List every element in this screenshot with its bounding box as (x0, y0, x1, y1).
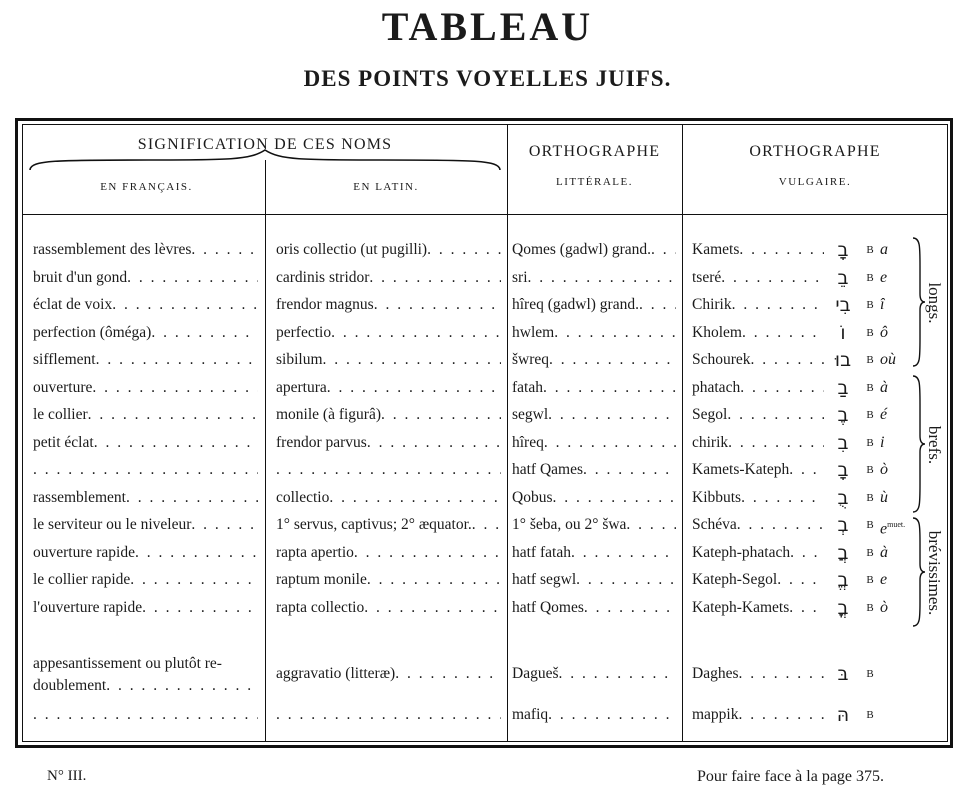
mafiq-la-empty (276, 701, 501, 729)
french-meaning: rassemblement . . . (33, 484, 258, 512)
latin-letter-b: B (866, 574, 874, 586)
french-meaning: petit éclat . . . (33, 429, 258, 457)
table-row (0, 594, 975, 622)
table-row (0, 429, 975, 457)
dagues-vulgaire: Daghes . . . (692, 660, 824, 688)
latin-meaning (276, 456, 501, 484)
table-row (0, 566, 975, 594)
latin-meaning: apertura . . . (276, 374, 501, 402)
header-orthographe-litterale: ORTHOGRAPHE (528, 143, 661, 160)
dagues-fr-line1: appesantissement ou plutôt re- (33, 655, 222, 672)
hebrew-vowel-glyph: בוּ (834, 349, 852, 371)
french-meaning: perfection (ôméga) . . . (33, 319, 258, 347)
literal-spelling: 1° šeba, ou 2° šwa . . . (512, 511, 676, 539)
mafiq-letter: B (866, 709, 874, 721)
roman-vowel: ò (880, 461, 888, 478)
vulgar-spelling: Kateph-Segol . . . (692, 566, 824, 594)
latin-letter-b: B (866, 299, 874, 311)
french-meaning: sifflement . . . (33, 346, 258, 374)
latin-meaning: rapta apertio . . . (276, 539, 501, 567)
latin-meaning: cardinis stridor . . . (276, 264, 501, 292)
hebrew-vowel-glyph: בֲ (837, 542, 849, 564)
latin-meaning: 1° servus, captivus; 2° æquator. . . . (276, 511, 501, 539)
french-meaning: ouverture . . . (33, 374, 258, 402)
header-francais: EN FRANÇAIS. (100, 181, 193, 193)
latin-letter-b: B (866, 464, 874, 476)
hebrew-vowel-glyph: בָ (837, 239, 849, 261)
french-meaning: rassemblement des lèvres . . . (33, 236, 258, 264)
latin-meaning: frendor parvus . . . (276, 429, 501, 457)
french-meaning: le collier rapide . . . (33, 566, 258, 594)
table-row (0, 484, 975, 512)
table-row (0, 236, 975, 264)
header-latin: EN LATIN. (353, 181, 419, 193)
dagues-fr-line2: doublement . . . (33, 672, 258, 700)
french-meaning: le collier . . . (33, 401, 258, 429)
latin-meaning: collectio . . . (276, 484, 501, 512)
hebrew-vowel-glyph: בָ (837, 459, 849, 481)
literal-spelling: hatf Qomes . . . (512, 594, 676, 622)
latin-letter-b: B (866, 602, 874, 614)
table-row (0, 291, 975, 319)
latin-letter-b: B (866, 327, 874, 339)
dagues-letter: B (866, 668, 874, 680)
roman-vowel: ô (880, 324, 888, 341)
roman-vowel: ò (880, 599, 888, 616)
vulgar-spelling: chirik . . . (692, 429, 824, 457)
latin-meaning: frendor magnus . . . (276, 291, 501, 319)
literal-spelling: hîreq (gadwl) grand. . . . (512, 291, 676, 319)
mafiq-fr-empty (33, 701, 258, 729)
vulgar-spelling: Kholem . . . (692, 319, 824, 347)
vulgar-spelling: tseré . . . (692, 264, 824, 292)
literal-spelling: hatf Qames . . . (512, 456, 676, 484)
dagues-la: aggravatio (litteræ) . . . (276, 660, 501, 688)
page-reference: Pour faire face à la page 375. (697, 768, 885, 785)
literal-spelling: Qomes (gadwl) grand. . . . (512, 236, 676, 264)
header-litterale: LITTÉRALE. (555, 176, 633, 188)
roman-vowel: $e^{muet.}$ (880, 520, 906, 538)
literal-spelling: hwlem . . . (512, 319, 676, 347)
literal-spelling: hîreq . . . (512, 429, 676, 457)
latin-letter-b: B (866, 519, 874, 531)
french-meaning: l'ouverture rapide . . . (33, 594, 258, 622)
latin-meaning: monile (à figurâ) . . . (276, 401, 501, 429)
dagues-litterale: Dagueš . . . (512, 660, 676, 688)
table-row (0, 539, 975, 567)
table-row (0, 264, 975, 292)
hebrew-vowel-glyph: בִ (837, 432, 849, 454)
header-signification: SIGNIFICATION DE CES NOMS (137, 136, 393, 153)
latin-meaning: perfectio . . . (276, 319, 501, 347)
french-meaning: ouverture rapide . . . (33, 539, 258, 567)
page-title: TABLEAU (381, 4, 594, 49)
latin-letter-b: B (866, 437, 874, 449)
table-row (0, 374, 975, 402)
mafiq-hebrew: הּ (836, 704, 850, 726)
latin-letter-b: B (866, 244, 874, 256)
roman-vowel: i (880, 434, 885, 451)
literal-spelling: hatf fatah . . . (512, 539, 676, 567)
plate-number: N° III. (47, 768, 87, 784)
french-meaning: éclat de voix . . . (33, 291, 258, 319)
superscript-note: muet. (887, 520, 906, 529)
literal-spelling: segwl . . . (512, 401, 676, 429)
french-meaning: bruit d'un gond . . . (33, 264, 258, 292)
table-row (0, 511, 975, 539)
table-row (0, 346, 975, 374)
vulgar-spelling: Kibbuts . . . (692, 484, 824, 512)
group-label-brevissimes: brévissimes. (925, 530, 944, 616)
table-row (0, 319, 975, 347)
latin-meaning: raptum monile . . . (276, 566, 501, 594)
header-vulgaire: VULGAIRE. (778, 176, 852, 188)
hebrew-vowel-glyph: בֻ (837, 487, 849, 509)
vulgar-spelling: Kateph-Kamets . . . (692, 594, 824, 622)
dagues-hebrew: בּ (837, 663, 849, 685)
hebrew-vowel-glyph: בֶ (837, 404, 849, 426)
literal-spelling: šwreq . . . (512, 346, 676, 374)
hebrew-vowel-glyph: וֹ (840, 322, 846, 344)
vulgar-spelling: Kateph-phatach . . . (692, 539, 824, 567)
vulgar-spelling: Segol . . . (692, 401, 824, 429)
latin-letter-b: B (866, 382, 874, 394)
roman-vowel: é (880, 406, 888, 423)
latin-letter-b: B (866, 547, 874, 559)
latin-letter-b: B (866, 354, 874, 366)
hebrew-vowel-glyph: בְ (837, 514, 849, 536)
header-divider (22, 214, 948, 215)
vulgar-spelling: Kamets-Kateph . . . (692, 456, 824, 484)
hebrew-vowel-glyph: בֳ (837, 597, 849, 619)
roman-vowel: a (880, 241, 888, 258)
mafiq-litterale: mafiq . . . (512, 701, 676, 729)
page-subtitle: DES POINTS VOYELLES JUIFS. (303, 66, 672, 91)
vulgar-spelling: phatach . . . (692, 374, 824, 402)
table-row (0, 456, 975, 484)
latin-letter-b: B (866, 272, 874, 284)
roman-vowel: à (880, 379, 888, 396)
latin-meaning: sibilum . . . (276, 346, 501, 374)
literal-spelling: sri . . . (512, 264, 676, 292)
latin-meaning: oris collectio (ut pugilli) . . . (276, 236, 501, 264)
latin-letter-b: B (866, 409, 874, 421)
roman-vowel: à (880, 544, 888, 561)
vulgar-spelling: Chirik . . . (692, 291, 824, 319)
literal-spelling: hatf segwl . . . (512, 566, 676, 594)
group-label-brefs: brefs. (925, 425, 944, 465)
roman-vowel: ù (880, 489, 888, 506)
vulgar-spelling: Schéva . . . (692, 511, 824, 539)
roman-vowel: î (880, 296, 885, 313)
table-row (0, 401, 975, 429)
roman-vowel: e (880, 571, 888, 588)
hebrew-vowel-glyph: בֵ (837, 267, 849, 289)
literal-spelling: Qobus . . . (512, 484, 676, 512)
literal-spelling: fatah . . . (512, 374, 676, 402)
hebrew-vowel-glyph: בֱ (837, 569, 849, 591)
mafiq-vulgaire: mappik . . . (692, 701, 824, 729)
latin-letter-b: B (866, 492, 874, 504)
french-meaning: le serviteur ou le niveleur . . . (33, 511, 258, 539)
french-meaning (33, 456, 258, 484)
header-orthographe-vulgaire: ORTHOGRAPHE (749, 143, 881, 160)
roman-vowel: où (880, 351, 896, 368)
group-label-longs: longs. (925, 282, 944, 324)
hebrew-vowel-glyph: בַ (837, 377, 849, 399)
roman-vowel: e (880, 269, 888, 286)
vulgar-spelling: Kamets . . . (692, 236, 824, 264)
latin-meaning: rapta collectio . . . (276, 594, 501, 622)
vulgar-spelling: Schourek . . . (692, 346, 824, 374)
hebrew-vowel-glyph: בִי (835, 294, 851, 316)
